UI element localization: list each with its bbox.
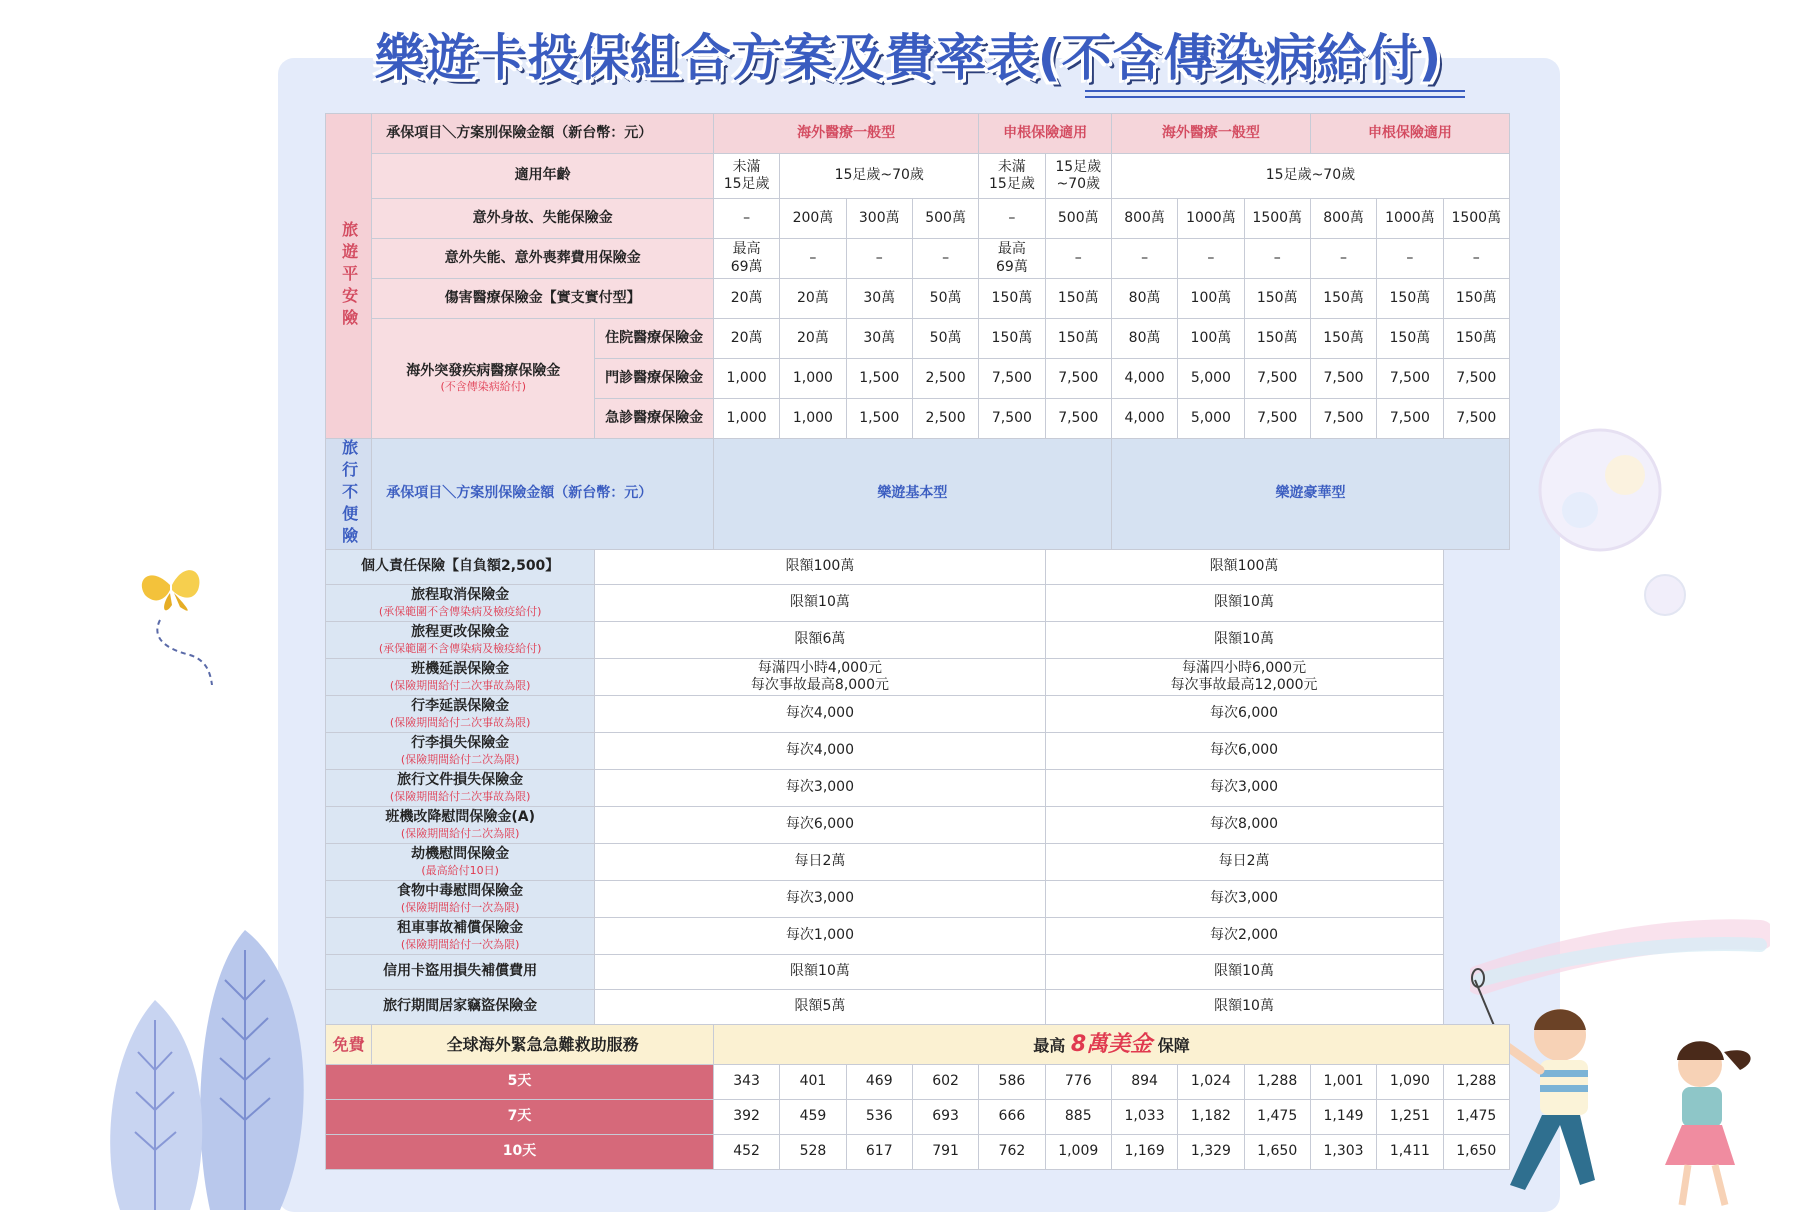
value-cell: 150萬 — [1244, 319, 1310, 359]
value-cell: 5,000 — [1178, 399, 1244, 439]
table-row — [326, 844, 1510, 881]
premium-cell: 1,303 — [1310, 1135, 1376, 1170]
value-cell: 1,000 — [713, 399, 779, 439]
value-cell: 7,500 — [1443, 399, 1509, 439]
bubble-icon — [1530, 420, 1670, 560]
table-row — [326, 154, 1510, 199]
value-cell: – — [1377, 239, 1443, 279]
value-cell-deluxe: 限額10萬 — [1045, 955, 1443, 990]
value-cell: – — [1443, 239, 1509, 279]
premium-cell: 1,090 — [1377, 1065, 1443, 1100]
table-row — [326, 955, 1510, 990]
value-cell: – — [912, 239, 978, 279]
table-row — [326, 114, 1510, 154]
row-label-text: 旅程更改保險金 — [411, 624, 510, 641]
table-row — [326, 585, 1510, 622]
value-cell-basic: 每次1,000 — [595, 918, 1045, 955]
value-cell: 7,500 — [979, 359, 1045, 399]
value-cell-deluxe: 限額10萬 — [1045, 585, 1443, 622]
row-label-text: 食物中毒慰問保險金 — [397, 883, 524, 900]
premium-cell: 1,411 — [1377, 1135, 1443, 1170]
value-cell: 150萬 — [1310, 319, 1376, 359]
plan-basic-header: 樂遊基本型 — [713, 439, 1111, 550]
table-row — [326, 990, 1510, 1025]
row-label — [326, 696, 595, 733]
row-label-text: 班機改降慰問保險金(A) — [385, 809, 535, 826]
table-row — [326, 550, 1510, 585]
premium-cell: 762 — [979, 1135, 1045, 1170]
table-row — [326, 696, 1510, 733]
section-label-travel-safety: 旅遊平安險 — [326, 114, 372, 439]
table-row — [326, 439, 1510, 550]
section-label-inconvenience: 旅行不便險 — [326, 439, 372, 550]
row-label-text: 行李損失保險金 — [411, 735, 510, 752]
value-cell: 最高 69萬 — [979, 239, 1045, 279]
value-cell: 1500萬 — [1244, 199, 1310, 239]
row-label: 急診醫療保險金 — [595, 399, 714, 439]
value-cell-basic: 每次3,000 — [595, 881, 1045, 918]
value-cell: 2,500 — [912, 399, 978, 439]
value-cell: – — [1178, 239, 1244, 279]
premium-cell: 1,169 — [1111, 1135, 1177, 1170]
value-cell: 7,500 — [979, 399, 1045, 439]
free-service-row — [326, 1025, 1510, 1065]
value-cell: 1,000 — [780, 399, 846, 439]
value-cell: 50萬 — [912, 319, 978, 359]
value-cell: 150萬 — [1377, 319, 1443, 359]
row-label: 意外失能、意外喪葬費用保險金 — [372, 239, 714, 279]
header-label: 承保項目＼方案別保險金額（新台幣：元） — [372, 439, 714, 550]
premium-cell: 617 — [846, 1135, 912, 1170]
premium-row — [326, 1065, 1510, 1100]
value-cell: 7,500 — [1244, 359, 1310, 399]
value-cell-deluxe: 每次2,000 — [1045, 918, 1443, 955]
table-row — [326, 881, 1510, 918]
premium-cell: 1,149 — [1310, 1100, 1376, 1135]
premium-cell: 666 — [979, 1100, 1045, 1135]
premium-cell: 1,288 — [1244, 1065, 1310, 1100]
page-title: 樂遊卡投保組合方案及費率表(不含傳染病給付) — [374, 29, 1443, 87]
coverage-prefix: 最高 — [1033, 1035, 1066, 1055]
value-cell-deluxe: 每日2萬 — [1045, 844, 1443, 881]
free-tag: 免費 — [326, 1025, 372, 1065]
value-cell-deluxe: 每次6,000 — [1045, 733, 1443, 770]
row-label-text: 租車事故補償保險金 — [397, 920, 524, 937]
group-header: 申根保險適用 — [979, 114, 1112, 154]
value-cell: 150萬 — [979, 279, 1045, 319]
premium-cell: 469 — [846, 1065, 912, 1100]
value-cell: – — [1244, 239, 1310, 279]
butterfly-icon — [130, 545, 220, 685]
row-label-text: 信用卡盜用損失補償費用 — [383, 963, 538, 980]
value-cell: 150萬 — [1045, 279, 1111, 319]
row-label — [326, 659, 595, 696]
value-cell: 7,500 — [1377, 399, 1443, 439]
row-label: 住院醫療保險金 — [595, 319, 714, 359]
value-cell: 50萬 — [912, 279, 978, 319]
premium-days: 10天 — [326, 1135, 714, 1170]
row-note: (承保範圍不含傳染病及檢疫給付) — [378, 604, 542, 618]
row-label-text: 班機延誤保險金 — [411, 661, 510, 678]
value-cell: 150萬 — [1377, 279, 1443, 319]
table-row — [326, 622, 1510, 659]
value-cell-basic: 每次6,000 — [595, 807, 1045, 844]
value-cell-basic: 限額5萬 — [595, 990, 1045, 1025]
value-cell: 150萬 — [1443, 279, 1509, 319]
value-cell: 1500萬 — [1443, 199, 1509, 239]
age-cell: 未滿 15足歲 — [979, 154, 1045, 199]
table-row — [326, 733, 1510, 770]
value-cell: 150萬 — [1244, 279, 1310, 319]
row-note: (保險期間給付二次為限) — [400, 752, 520, 766]
value-cell-basic: 每次4,000 — [595, 733, 1045, 770]
sudden-illness-title: 海外突發疾病醫療保險金 — [406, 362, 561, 379]
premium-cell: 693 — [912, 1100, 978, 1135]
value-cell: – — [846, 239, 912, 279]
premium-cell: 392 — [713, 1100, 779, 1135]
sudden-illness-note: (不含傳染病給付) — [440, 380, 527, 394]
premium-cell: 894 — [1111, 1065, 1177, 1100]
value-cell: 7,500 — [1244, 399, 1310, 439]
premium-cell: 791 — [912, 1135, 978, 1170]
value-cell: 7,500 — [1045, 399, 1111, 439]
value-cell-deluxe: 每次6,000 — [1045, 696, 1443, 733]
value-cell: 150萬 — [1310, 279, 1376, 319]
premium-cell: 1,288 — [1443, 1065, 1509, 1100]
value-cell-basic: 每滿四小時4,000元 每次事故最高8,000元 — [595, 659, 1045, 696]
premium-cell: 776 — [1045, 1065, 1111, 1100]
row-note: (保險期間給付二次為限) — [400, 826, 520, 840]
value-cell: 800萬 — [1111, 199, 1177, 239]
value-cell: 最高 69萬 — [713, 239, 779, 279]
age-cell: 15足歲 ~70歲 — [1045, 154, 1111, 199]
value-cell: 150萬 — [979, 319, 1045, 359]
insurance-rate-table — [325, 113, 1510, 1170]
premium-cell: 536 — [846, 1100, 912, 1135]
premium-cell: 1,329 — [1178, 1135, 1244, 1170]
free-service-coverage — [713, 1025, 1509, 1065]
value-cell-deluxe: 每次3,000 — [1045, 881, 1443, 918]
value-cell: 7,500 — [1377, 359, 1443, 399]
value-cell-deluxe: 每次3,000 — [1045, 770, 1443, 807]
coverage-suffix: 保障 — [1157, 1035, 1190, 1055]
premium-cell: 459 — [780, 1100, 846, 1135]
value-cell: 1000萬 — [1377, 199, 1443, 239]
value-cell: – — [1045, 239, 1111, 279]
value-cell: 80萬 — [1111, 279, 1177, 319]
row-label: 門診醫療保險金 — [595, 359, 714, 399]
age-label: 適用年齡 — [372, 154, 714, 199]
row-label-text: 旅程取消保險金 — [411, 587, 510, 604]
premium-cell: 602 — [912, 1065, 978, 1100]
group-header: 海外醫療一般型 — [713, 114, 978, 154]
row-label — [326, 550, 595, 585]
value-cell: 2,500 — [912, 359, 978, 399]
value-cell: 1,500 — [846, 359, 912, 399]
row-label: 意外身故、失能保險金 — [372, 199, 714, 239]
premium-cell: 1,024 — [1178, 1065, 1244, 1100]
title-underline — [1085, 96, 1465, 98]
premium-cell: 1,001 — [1310, 1065, 1376, 1100]
value-cell: 20萬 — [713, 319, 779, 359]
value-cell: – — [979, 199, 1045, 239]
value-cell: 200萬 — [780, 199, 846, 239]
row-label — [326, 807, 595, 844]
row-label: 傷害醫療保險金【實支實付型】 — [372, 279, 714, 319]
value-cell: 7,500 — [1443, 359, 1509, 399]
row-label-text: 旅行期間居家竊盜保險金 — [383, 998, 538, 1015]
coverage-amount: 8萬美金 — [1070, 1031, 1153, 1057]
value-cell-basic: 每次3,000 — [595, 770, 1045, 807]
value-cell: 7,500 — [1310, 399, 1376, 439]
plants-icon — [100, 920, 320, 1217]
sudden-illness-label — [372, 319, 595, 439]
premium-cell: 1,251 — [1377, 1100, 1443, 1135]
value-cell: 1,500 — [846, 399, 912, 439]
value-cell-basic: 限額100萬 — [595, 550, 1045, 585]
table-row — [326, 770, 1510, 807]
value-cell-deluxe: 限額100萬 — [1045, 550, 1443, 585]
value-cell: 7,500 — [1310, 359, 1376, 399]
value-cell: – — [1310, 239, 1376, 279]
row-label — [326, 881, 595, 918]
kids-illustration — [1470, 960, 1810, 1215]
row-label — [326, 733, 595, 770]
row-label — [326, 955, 595, 990]
value-cell-deluxe: 每次8,000 — [1045, 807, 1443, 844]
row-label-text: 行李延誤保險金 — [411, 698, 510, 715]
value-cell: 500萬 — [1045, 199, 1111, 239]
premium-row — [326, 1135, 1510, 1170]
premium-cell: 343 — [713, 1065, 779, 1100]
premium-cell: 452 — [713, 1135, 779, 1170]
value-cell: 4,000 — [1111, 399, 1177, 439]
premium-cell: 1,033 — [1111, 1100, 1177, 1135]
row-label — [326, 918, 595, 955]
table-row — [326, 807, 1510, 844]
header-label: 承保項目＼方案別保險金額（新台幣：元） — [372, 114, 714, 154]
value-cell: 300萬 — [846, 199, 912, 239]
value-cell-basic: 每日2萬 — [595, 844, 1045, 881]
value-cell-deluxe: 每滿四小時6,000元 每次事故最高12,000元 — [1045, 659, 1443, 696]
value-cell: 20萬 — [713, 279, 779, 319]
premium-days: 5天 — [326, 1065, 714, 1100]
age-cell: 未滿 15足歲 — [713, 154, 779, 199]
table-row — [326, 279, 1510, 319]
value-cell-basic: 限額6萬 — [595, 622, 1045, 659]
value-cell: 150萬 — [1045, 319, 1111, 359]
premium-cell: 586 — [979, 1065, 1045, 1100]
value-cell: 5,000 — [1178, 359, 1244, 399]
premium-cell: 1,182 — [1178, 1100, 1244, 1135]
value-cell: 20萬 — [780, 279, 846, 319]
premium-days: 7天 — [326, 1100, 714, 1135]
value-cell: – — [1111, 239, 1177, 279]
value-cell-basic: 限額10萬 — [595, 955, 1045, 990]
value-cell: – — [713, 199, 779, 239]
row-label — [326, 844, 595, 881]
free-service-label: 全球海外緊急急難救助服務 — [372, 1025, 714, 1065]
value-cell: 1,000 — [713, 359, 779, 399]
value-cell: – — [780, 239, 846, 279]
value-cell: 7,500 — [1045, 359, 1111, 399]
row-label-text: 旅行文件損失保險金 — [397, 772, 524, 789]
table-row — [326, 239, 1510, 279]
table-row — [326, 199, 1510, 239]
small-bubble-icon — [1640, 570, 1690, 620]
value-cell-deluxe: 限額10萬 — [1045, 622, 1443, 659]
premium-cell: 1,009 — [1045, 1135, 1111, 1170]
title-underline — [1085, 90, 1465, 92]
group-header: 申根保險適用 — [1310, 114, 1509, 154]
value-cell: 4,000 — [1111, 359, 1177, 399]
value-cell: 80萬 — [1111, 319, 1177, 359]
premium-row — [326, 1100, 1510, 1135]
premium-cell: 1,475 — [1443, 1100, 1509, 1135]
row-label-text: 個人責任保險【自負額2,500】 — [361, 558, 560, 575]
value-cell: 20萬 — [780, 319, 846, 359]
row-label — [326, 770, 595, 807]
row-note: (保險期間給付二次事故為限) — [389, 678, 531, 692]
row-note: (保險期間給付一次為限) — [400, 900, 520, 914]
value-cell: 30萬 — [846, 279, 912, 319]
row-label-text: 劫機慰問保險金 — [411, 846, 510, 863]
value-cell-basic: 每次4,000 — [595, 696, 1045, 733]
value-cell-deluxe: 限額10萬 — [1045, 990, 1443, 1025]
value-cell: 800萬 — [1310, 199, 1376, 239]
value-cell: 1,000 — [780, 359, 846, 399]
row-note: (保險期間給付一次為限) — [400, 937, 520, 951]
value-cell: 100萬 — [1178, 279, 1244, 319]
row-note: (保險期間給付二次事故為限) — [389, 715, 531, 729]
value-cell: 100萬 — [1178, 319, 1244, 359]
value-cell-basic: 限額10萬 — [595, 585, 1045, 622]
row-note: (承保範圍不含傳染病及檢疫給付) — [378, 641, 542, 655]
table-row — [326, 319, 1510, 359]
row-note: (保險期間給付二次事故為限) — [389, 789, 531, 803]
premium-cell: 401 — [780, 1065, 846, 1100]
premium-cell: 1,650 — [1244, 1135, 1310, 1170]
group-header: 海外醫療一般型 — [1111, 114, 1310, 154]
value-cell: 500萬 — [912, 199, 978, 239]
row-label — [326, 585, 595, 622]
age-cell: 15足歲~70歲 — [1111, 154, 1509, 199]
row-label — [326, 990, 595, 1025]
premium-cell: 528 — [780, 1135, 846, 1170]
plan-deluxe-header: 樂遊豪華型 — [1111, 439, 1509, 550]
value-cell: 1000萬 — [1178, 199, 1244, 239]
premium-cell: 1,650 — [1443, 1135, 1509, 1170]
value-cell: 30萬 — [846, 319, 912, 359]
table-row — [326, 918, 1510, 955]
premium-cell: 1,475 — [1244, 1100, 1310, 1135]
row-note: (最高給付10日) — [421, 863, 499, 877]
value-cell: 150萬 — [1443, 319, 1509, 359]
table-row — [326, 659, 1510, 696]
premium-cell: 885 — [1045, 1100, 1111, 1135]
row-label — [326, 622, 595, 659]
age-cell: 15足歲~70歲 — [780, 154, 979, 199]
